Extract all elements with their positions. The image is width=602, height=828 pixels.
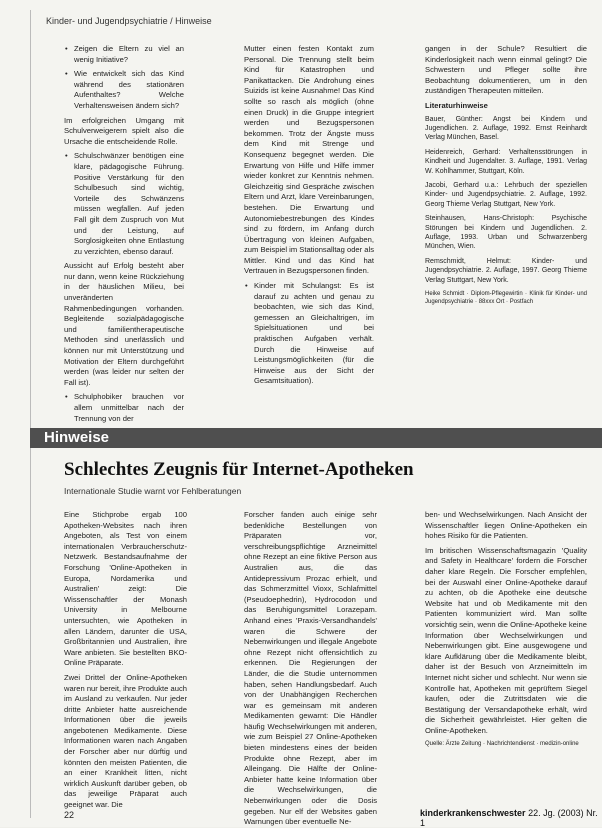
paragraph: ben- und Wechselwirkungen. Nach Ansicht der Wissenschaftler liegen Online-Apotheken ein hohes Risiko für die Patienten. [425, 510, 587, 541]
bullet-paragraph: • Schulphobiker brauchen vor allem unmittelbar nach der Trennung von der [64, 392, 184, 424]
running-head: Kinder- und Jugendpsychiatrie / Hinweise [46, 16, 212, 26]
bullet-paragraph: • Schulschwänzer benötigen eine klare, pädagogische Führung. Positive Verstärkung für den Schulbesuch sind wichtig, Vorteile des Schwänzens müssen wegfallen. Auf jeden Fall gilt dem Zuspruch von Mut und der Leistung, auf Sorglosigkeiten ohne Entlastung zu verzichten, ebenso darauf. [64, 151, 184, 257]
bullet-paragraph: • Wie entwickelt sich das Kind während des stationären Aufenthaltes? Welche Verhaltensweisen ändern sich? [64, 69, 184, 111]
paragraph: Aussicht auf Erfolg besteht aber nur dann, wenn keine Rückziehung in der häuslichen Milieu, bei unveränderten Rahmenbedingungen vorhanden. Begleitende sozialpädagogische und familientherapeutische Methoden sind unerlässlich und können nur mit Unterstützung und Motivation der Eltern durchgeführt werden (was leider nur selten der Fall ist). [64, 261, 184, 387]
paragraph: Im erfolgreichen Umgang mit Schulverweigerern spielt also die Ursache die entscheidende Rolle. [64, 115, 184, 146]
article-subtitle: Internationale Studie warnt vor Fehlberatungen [64, 486, 242, 496]
paragraph: Zwei Drittel der Online-Apotheken waren nur bereit, ihre Produkte auch im Ausland zu verkaufen. Nur jeder dritte Anbieter hatte ausreichende Informationen über die jeweils angebotenen Medikamente. Diese Informationen waren nach Angaben der Forscher aber nur dürftig und könnten den meisten Patienten, die an einer Krankheit litten, nicht wirklich Auskunft darüber geben, ob das jeweilige Präparat auch geeignet war. Die [64, 672, 187, 810]
upper-column-2 [244, 44, 374, 416]
lower-column-2 [244, 510, 377, 827]
literature-entry: Jacobi, Gerhard u.a.: Lehrbuch der speziellen Kinder- und Jugendpsychiatrie. 2. Auflage, 1992. Georg Thieme Verlag Stuttgart, New York. [425, 182, 587, 208]
lower-column-1 [64, 510, 187, 810]
author-note: Quelle: Ärzte Zeitung · Nachrichtendienst · medizin-online [425, 741, 579, 748]
paragraph: Eine Stichprobe ergab 100 Apotheken-Websites nach ihren Angeboten, als Test von einem internationalen Verbraucherschutz-Netzwerk. Bestandsaufnahme der Forschung 'Online-Apotheken in Europa, Nordamerika und Australien' zeigt: Die Wissenschaftler der Monash University in Melbourne untersuchten, wie Apotheken in allen Ländern, darunter die USA, Großbritannien und Australien, ihre Ware anbieten. Sie bestellten BKO-Online Präparate. [64, 510, 187, 668]
paragraph: gangen in der Schule? Resultiert die Kinderlosigkeit nach wenn einmal gelingt? Die Schwestern und Pfleger sollte ihre Beobachtung dokumentieren, um in den zuständigen Therapeuten mitteilen. [425, 44, 587, 96]
paragraph: Im britischen Wissenschaftsmagazin 'Quality and Safety in Healthcare' fordern die Forscher daher klare Regeln. Die Forscher empfehlen, bei der Auswahl einer Online-Apotheke darauf zu achten, ob die Apotheke eine deutsche Website hat und ob Medikamente mit den Patienten kommuniziert wird. Man sollte vorsichtig sein, wenn die Online-Apotheke keine Information über Wechselwirkungen und Nebenwirkungen gibt. Eine ausgewogene und klare Aufklärung über die Medikamente bleibt, daher ist der Besuch von Arzneimitteln im Internet nicht sicher und schlecht. Nur wenn sie Kontrolle hat, Apotheken mit geprüftem Siegel kaufen, oder die Zutrittsdaten wie die Bestätigung der Versandapotheke erhält, wird die Sicherheit gewährleistet. Hier gelten die Online-Apotheken. [425, 545, 587, 735]
journal-issue: 22. Jg. (2003) Nr. 1 [420, 808, 598, 828]
literature-entry: Heidenreich, Gerhard: Verhaltensstörungen in Kindheit und Jugendalter. 3. Auflage, 1991. Verlag W. Kohlhammer, Stuttgart, Köln. [425, 148, 587, 175]
author-note: Heike Schmidt · Diplom-Pflegewirtin · Klinik für Kinder- und Jugendpsychiatrie · 88xxx Ort · Postfach [425, 291, 587, 306]
bullet-paragraph: • Kinder mit Schulangst: Es ist darauf zu achten und genau zu beobachten, wie sich das Kind, gemessen an Gleichaltrigen, im Spielsituationen und bei praktischen Aufgaben verhält. Durch die Hinweise auf Leistungsmöglichkeiten (für die Hinweise aus der Sicht der Gesamtsituation). [244, 281, 374, 387]
upper-column-3 [425, 44, 587, 404]
lower-column-3 [425, 510, 587, 802]
literature-entry: Steinhausen, Hans-Christoph: Psychische Störungen bei Kindern und Jugendlichen. 2. Auflage, 1993. Urban und Schwarzenberg München, Wien. [425, 215, 587, 251]
section-label: Hinweise [44, 429, 110, 446]
section-band [30, 428, 602, 448]
literature-entry: Bauer, Günther: Angst bei Kindern und Jugendlichen. 2. Auflage, 1992. Ernst Reinhardt Verlag München, Basel. [425, 115, 587, 142]
literature-entry: Remschmidt, Helmut: Kinder- und Jugendpsychiatrie. 2. Auflage, 1997. Georg Thieme Verlag Stuttgart, New York. [425, 257, 587, 284]
upper-column-1 [64, 44, 184, 423]
page-number: 22 [64, 810, 75, 820]
journal-footer [420, 808, 602, 828]
binding-gutter [30, 10, 31, 818]
paragraph: Forscher fanden auch einige sehr bedenkliche Bestellungen von Präparaten vor, verschreibungspflichtige Arzneimittel ohne Rezept an eine fiktive Person aus Australien aus, die das Antidepressivum Prozac erhielt, und das Schmerzmittel Vioxx, Schlafmittel (Pseudoephedrin), Hydrocodon und das Beruhigungsmittel Lorazepam. Anhand eines 'Praxis-Versandhandels' waren die Schwere der Nebenwirkungen und illegale Angebote ohne Rezept nicht offensichtlich zu erkennen. Die Regierungen der Länder, die die Studie unternommen haben, sehen Handlungsbedarf. Auch von der Unabhängigen Recherchen war es gemeinsam mit anderen Medikamenten gewarnt: Die Händler häufig Wechselwirkungen mit anderen, wie zum Beispiel 27 Online-Apotheken bieten mindestens eines der beiden Produkte ohne Rezept, aber im Alleingang. Die Hälfte der Online-Anbieter hatte keine Information über die Wechselwirkungen, die Nebenwirkungen oder die Dosis gegeben. Nur elf der Websites gaben Warnungen über eventuelle Ne- [244, 510, 377, 827]
section-heading: Literaturhinweise [425, 100, 488, 110]
journal-name: kinderkrankenschwester [420, 808, 526, 818]
article-title: Schlechtes Zeugnis für Internet-Apotheken [64, 459, 414, 480]
paragraph: Mutter einen festen Kontakt zum Personal. Die Trennung stellt beim Kind für Katastrophen und Panikattacken. Die Androhung eines Suizids ist keine Ausnahme! Das Kind sollte so rasch als möglich (ohne einen Druck) in die Gruppe integriert werden und Bezugspersonen bekommen. Trotz der Ängste muss dem Kind mit Strenge und Konsequenz begegnet werden. Die Erwartung von Hilfe und Hilfe immer wieder konkret zur Kenntnis nehmen. Gleichzeitig sind Gespräche zwischen Eltern und Arzt, klare Vereinbarungen, bestehen. Die Erwartung und Autonomiebestrebungen des Kindes sind zu fördern, im Anfang durch Übertragung von kleinen Aufgaben, zum Beispiel im Stationsalltag oder als Mittler. Kind und das Kind hat Vertrauen in Bezugspersonen finden. [244, 44, 374, 276]
bullet-paragraph: • Zeigen die Eltern zu viel an wenig Initiative? [64, 44, 184, 65]
